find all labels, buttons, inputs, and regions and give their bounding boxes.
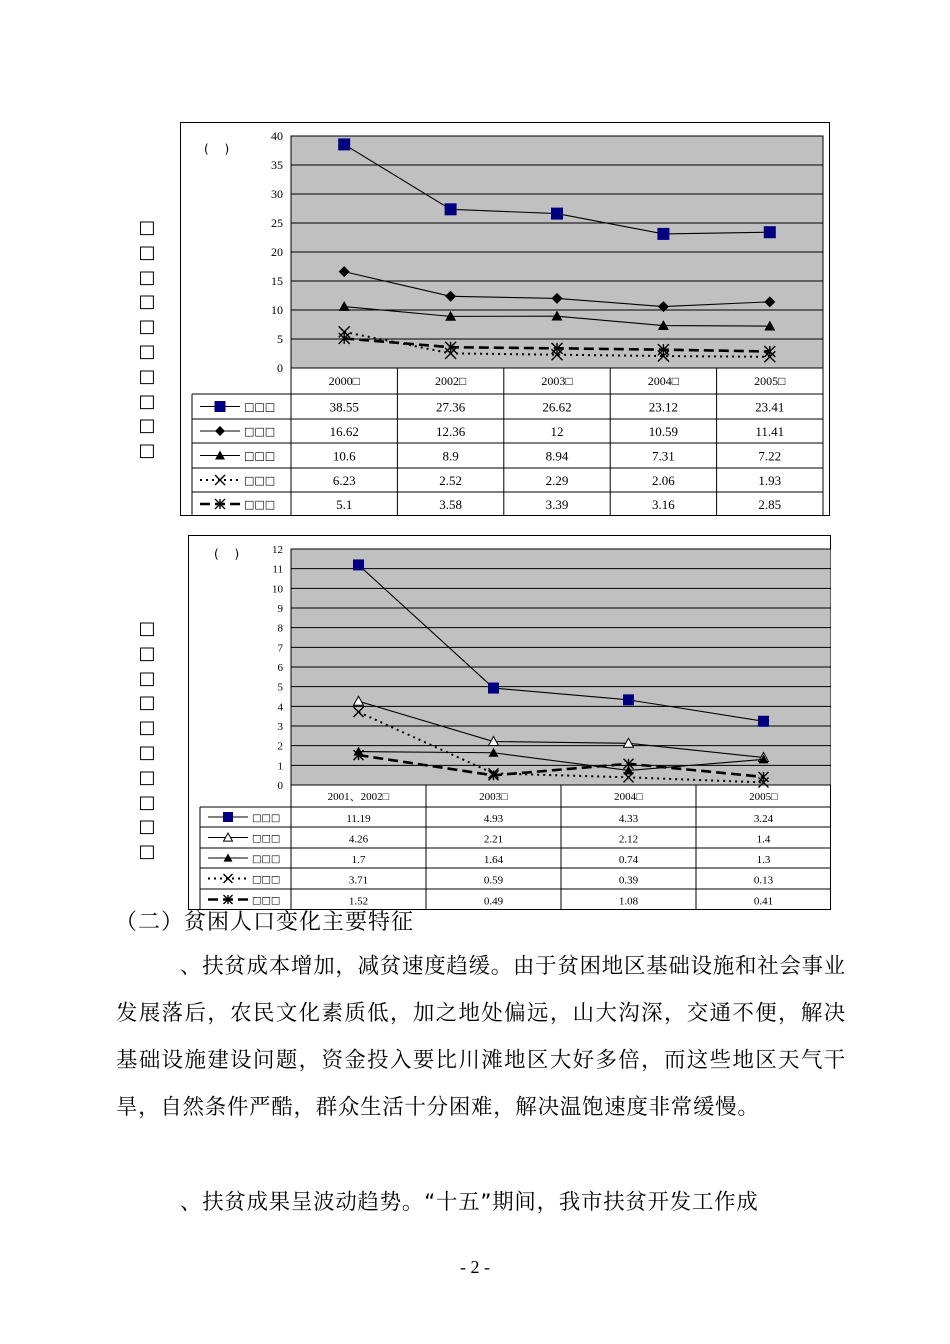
chart2-series-1-point xyxy=(624,695,634,705)
chart2-data-label: 4.33 xyxy=(618,813,639,825)
chart2-data-label: 2.21 xyxy=(483,833,504,846)
chart1-data-label: 2.52 xyxy=(439,473,462,488)
chart2-legend-label: □□□ xyxy=(252,833,281,845)
chart1-ytick-label: 0 xyxy=(277,361,283,375)
chart2-data-label: 3.24 xyxy=(753,813,774,825)
chart1-legend-label: □□□ xyxy=(244,425,276,438)
chart1-data-label: 7.22 xyxy=(758,448,782,464)
chart1-ytick-label: 40 xyxy=(271,129,283,143)
chart1-legend-label: □□□ xyxy=(244,498,276,511)
chart-2 xyxy=(188,535,831,910)
chart2-data-label: 1.08 xyxy=(618,895,639,908)
chart1-legend-label: □□□ xyxy=(244,400,276,414)
chart2-category-label: 2001、2002□ xyxy=(327,791,390,803)
chart2-series-1-point xyxy=(759,716,769,726)
chart2-data-label: 1.4 xyxy=(756,833,771,846)
chart1-legend-key-marker xyxy=(215,402,225,412)
chart2-data-label: 1.52 xyxy=(348,895,369,908)
chart2-data-label: 0.49 xyxy=(483,895,504,908)
chart1-ytick-label: 15 xyxy=(271,274,283,288)
chart1-data-label: 3.58 xyxy=(439,497,462,512)
chart2-legend-label: □□□ xyxy=(252,813,281,824)
chart1-legend-label: □□□ xyxy=(244,449,276,463)
chart1-data-label: 6.23 xyxy=(332,473,356,488)
chart1-ytick-label: 30 xyxy=(271,187,283,201)
chart2-series-1-point xyxy=(489,683,499,693)
chart2-ytick-label: 0 xyxy=(277,780,283,792)
chart1-ytick-label: 35 xyxy=(271,158,283,172)
chart2-data-label: 3.71 xyxy=(348,874,369,887)
chart2-data-label: 11.19 xyxy=(346,813,371,825)
chart1-ytick-label: 10 xyxy=(271,303,283,317)
chart1-side-label: □ □ □ □ □ □ □ □ □ □ xyxy=(138,217,156,462)
chart2-ytick-label: 10 xyxy=(272,583,283,596)
chart1-data-label: 23.12 xyxy=(648,399,679,415)
chart2-ytick-label: 3 xyxy=(277,721,283,733)
chart1-category-label: 2002□ xyxy=(434,374,467,388)
chart1-series-1-point xyxy=(445,204,456,215)
chart1-data-label: 2.85 xyxy=(758,497,782,512)
chart1-series-1-point xyxy=(552,208,563,219)
chart1-data-label: 10.6 xyxy=(332,448,356,464)
chart1-data-label: 23.41 xyxy=(755,399,785,415)
chart2-ytick-label: 4 xyxy=(277,701,283,714)
chart1-legend-label: □□□ xyxy=(244,474,276,487)
chart1-series-1-point xyxy=(764,227,775,238)
chart1-data-label: 8.94 xyxy=(545,448,569,464)
chart2-side-label: □ □ □ □ □ □ □ □ □ □ xyxy=(138,618,156,863)
chart1-category-label: 2003□ xyxy=(541,374,573,388)
chart1-data-label: 2.29 xyxy=(545,473,569,488)
chart1-series-1-point xyxy=(658,228,669,239)
chart2-data-label: 4.26 xyxy=(348,833,369,846)
chart2-ytick-label: 9 xyxy=(277,603,283,615)
chart2-data-label: 0.39 xyxy=(618,874,639,887)
paragraph-2 xyxy=(116,1179,846,1226)
chart2-ytick-label: 12 xyxy=(272,544,283,556)
chart1-data-label: 38.55 xyxy=(329,399,359,415)
chart1-data-label: 26.62 xyxy=(542,399,572,415)
chart1-data-label: 12.36 xyxy=(435,424,466,439)
section-heading: （二）贫困人口变化主要特征 xyxy=(115,910,415,935)
chart2-ytick-label: 6 xyxy=(277,662,283,674)
chart1-ytick-label: 25 xyxy=(271,216,283,230)
chart2-unit-label: ( ) xyxy=(214,547,240,561)
chart2-data-label: 1.64 xyxy=(483,854,504,866)
chart1-data-label: 3.16 xyxy=(652,497,675,512)
chart-1 xyxy=(180,122,830,516)
chart1-data-label: 27.36 xyxy=(435,399,466,415)
paragraph-1-text: 、扶贫成本增加，减贫速度趋缓。由于贫困地区基础设施和社会事业发展落后，农民文化素质低，加之地处偏远，山大沟深，交通不便，解决基础设施建设问题，资金投入要比川滩地区大好多倍，而这些地区天气干旱，自然条件严酷，群众生活十分困难，解决温饱速度非常缓慢。 xyxy=(116,954,846,1120)
chart2-ytick-label: 2 xyxy=(277,740,283,753)
chart1-data-label: 2.06 xyxy=(652,473,675,488)
chart2-category-label: 2003□ xyxy=(479,791,508,803)
chart2-ytick-label: 7 xyxy=(277,642,283,655)
chart1-data-label: 8.9 xyxy=(442,448,459,464)
chart1-ytick-label: 20 xyxy=(271,245,283,259)
chart2-data-label: 0.74 xyxy=(618,854,639,866)
chart1-data-label: 1.93 xyxy=(758,473,782,488)
chart2-legend-label: □□□ xyxy=(252,874,281,886)
chart1-data-label: 11.41 xyxy=(755,424,785,439)
chart2-ytick-label: 1 xyxy=(277,760,283,773)
chart1-category-label: 2005□ xyxy=(754,374,786,388)
chart1-category-label: 2000□ xyxy=(328,374,360,388)
chart2-category-label: 2004□ xyxy=(614,791,643,803)
page-number: - 2 - xyxy=(460,1257,490,1277)
chart2-ytick-label: 11 xyxy=(272,563,283,576)
chart2-category-label: 2005□ xyxy=(749,791,778,803)
chart1-unit-label: ( ) xyxy=(204,142,230,156)
chart2-data-label: 0.41 xyxy=(753,895,774,908)
chart1-data-label: 16.62 xyxy=(329,424,359,439)
chart1-data-label: 7.31 xyxy=(652,448,675,464)
chart2-data-label: 0.13 xyxy=(753,874,774,887)
chart1-ytick-label: 5 xyxy=(277,332,283,346)
chart1-data-label: 12 xyxy=(550,424,564,439)
chart2-legend-key-marker xyxy=(224,813,233,822)
chart2-data-label: 1.3 xyxy=(756,854,771,866)
chart1-category-label: 2004□ xyxy=(647,374,680,388)
chart2-data-label: 1.7 xyxy=(351,854,366,866)
chart1-series-1-point xyxy=(339,139,350,150)
chart2-ytick-label: 8 xyxy=(277,622,283,635)
chart1-data-label: 10.59 xyxy=(648,424,679,439)
chart2-legend-label: □□□ xyxy=(252,854,281,865)
chart2-data-label: 0.59 xyxy=(483,874,504,887)
chart2-legend-label: □□□ xyxy=(252,895,281,907)
chart2-series-1-point xyxy=(354,560,364,570)
chart2-ytick-label: 5 xyxy=(277,681,283,694)
chart2-data-label: 4.93 xyxy=(483,813,504,825)
chart1-data-label: 3.39 xyxy=(545,497,569,512)
paragraph-2-text: 、扶贫成果呈波动趋势。“十五”期间，我市扶贫开发工作成 xyxy=(180,1190,759,1215)
chart2-data-label: 2.12 xyxy=(618,833,639,846)
chart1-data-label: 5.1 xyxy=(336,497,353,512)
paragraph-1 xyxy=(116,943,846,1131)
